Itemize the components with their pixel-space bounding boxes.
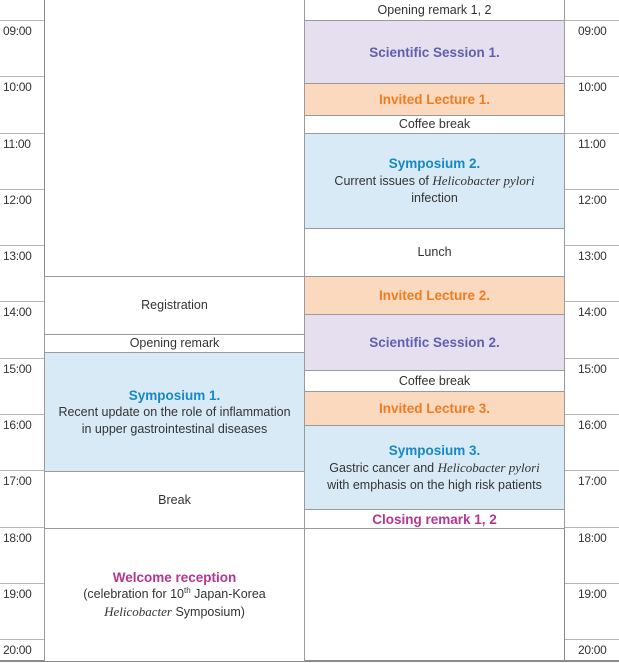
scientific-session-1-title: Scientific Session 1. bbox=[369, 44, 500, 60]
coffee-break-1-label: Coffee break bbox=[398, 117, 471, 131]
time-label-right: 09:00 bbox=[578, 24, 607, 38]
time-label-left: 13:00 bbox=[3, 249, 32, 263]
invited-lecture-2-block bbox=[304, 276, 565, 315]
invited-lecture-2-title: Invited Lecture 2. bbox=[378, 288, 491, 303]
time-label-right: 17:00 bbox=[578, 474, 607, 488]
coffee-break-1-block bbox=[304, 115, 565, 134]
hour-tick-line bbox=[565, 414, 619, 415]
time-label-left: 19:00 bbox=[3, 587, 32, 601]
symposium-2-desc-line1: Current issues of Helicobacter pylori bbox=[334, 173, 535, 188]
hour-tick-line bbox=[0, 76, 44, 77]
opening-remark-1-2-block bbox=[304, 0, 565, 21]
scientific-session-2-block bbox=[304, 314, 565, 371]
coffee-break-2-block bbox=[304, 370, 565, 392]
hour-tick-line bbox=[565, 301, 619, 302]
hour-tick-line bbox=[0, 20, 44, 21]
hour-tick-line bbox=[565, 358, 619, 359]
time-label-right: 14:00 bbox=[578, 305, 607, 319]
registration-label: Registration bbox=[141, 298, 208, 312]
time-label-right: 11:00 bbox=[578, 137, 606, 151]
symposium-1-title: Symposium 1. bbox=[128, 387, 221, 403]
time-label-left: 10:00 bbox=[3, 80, 32, 94]
time-label-right: 12:00 bbox=[578, 193, 607, 207]
time-label-right: 16:00 bbox=[578, 418, 607, 432]
time-label-left: 12:00 bbox=[3, 193, 32, 207]
hour-tick-line bbox=[565, 639, 619, 640]
hour-tick-line bbox=[0, 470, 44, 471]
lunch-label: Lunch bbox=[417, 245, 452, 259]
invited-lecture-1-title: Invited Lecture 1. bbox=[378, 92, 491, 107]
symposium-2-block bbox=[304, 133, 565, 229]
time-label-left: 16:00 bbox=[3, 418, 32, 432]
welcome-reception-line2: Helicobacter Symposium) bbox=[104, 604, 245, 619]
time-label-left: 11:00 bbox=[3, 137, 31, 151]
registration-block bbox=[44, 276, 305, 335]
time-label-left: 15:00 bbox=[3, 362, 32, 376]
welcome-reception-line1: (celebration for 10th Japan-Korea bbox=[83, 585, 266, 601]
symposium-2-title: Symposium 2. bbox=[388, 156, 481, 171]
closing-remark-label: Closing remark 1, 2 bbox=[372, 511, 497, 527]
coffee-break-2-label: Coffee break bbox=[398, 373, 471, 388]
hour-tick-line bbox=[565, 20, 619, 21]
symposium-1-desc-line2: in upper gastrointestinal diseases bbox=[81, 421, 268, 436]
symposium-3-desc-line2: with emphasis on the high risk patients bbox=[327, 477, 542, 492]
time-label-right: 20:00 bbox=[578, 643, 607, 657]
hour-tick-line bbox=[565, 133, 619, 134]
welcome-reception-title: Welcome reception bbox=[112, 570, 237, 585]
hour-tick-line bbox=[565, 245, 619, 246]
time-label-right: 15:00 bbox=[578, 362, 607, 376]
symposium-1-desc-line1: Recent update on the role of inflammation bbox=[58, 404, 291, 419]
time-label-left: 17:00 bbox=[3, 474, 32, 488]
hour-tick-line bbox=[0, 414, 44, 415]
hour-tick-line bbox=[565, 76, 619, 77]
opening-remark-label: Opening remark bbox=[129, 336, 220, 350]
time-label-right: 13:00 bbox=[578, 249, 607, 263]
time-label-left: 20:00 bbox=[3, 643, 32, 657]
symposium-1-block bbox=[44, 352, 305, 472]
lunch-block bbox=[304, 228, 565, 277]
opening-remark-block bbox=[44, 334, 305, 353]
symposium-3-title: Symposium 3. bbox=[388, 442, 481, 458]
hour-tick-line bbox=[0, 133, 44, 134]
scientific-session-1-block bbox=[304, 20, 565, 84]
time-label-right: 18:00 bbox=[578, 531, 607, 545]
opening-remark-1-2-label: Opening remark 1, 2 bbox=[377, 2, 492, 17]
hour-tick-line bbox=[0, 639, 44, 640]
hour-tick-line bbox=[0, 527, 44, 528]
time-label-right: 19:00 bbox=[578, 587, 607, 601]
hour-tick-line bbox=[0, 245, 44, 246]
time-label-right: 10:00 bbox=[578, 80, 607, 94]
hour-tick-line bbox=[0, 189, 44, 190]
invited-lecture-3-block bbox=[304, 391, 565, 426]
hour-tick-line bbox=[565, 470, 619, 471]
symposium-3-block bbox=[304, 425, 565, 510]
closing-remark-block bbox=[304, 509, 565, 529]
time-label-left: 14:00 bbox=[3, 305, 32, 319]
hour-tick-line bbox=[0, 358, 44, 359]
time-label-left: 09:00 bbox=[3, 24, 32, 38]
invited-lecture-3-title: Invited Lecture 3. bbox=[378, 401, 491, 416]
hour-tick-line bbox=[0, 583, 44, 584]
hour-tick-line bbox=[565, 583, 619, 584]
hour-tick-line bbox=[565, 189, 619, 190]
invited-lecture-1-block bbox=[304, 83, 565, 116]
hour-tick-line bbox=[565, 527, 619, 528]
break-label: Break bbox=[158, 492, 191, 507]
break-block bbox=[44, 471, 305, 529]
symposium-2-desc-line2: infection bbox=[411, 191, 458, 205]
welcome-reception-block bbox=[44, 528, 305, 661]
scientific-session-2-title: Scientific Session 2. bbox=[369, 335, 500, 350]
symposium-3-desc-line1: Gastric cancer and Helicobacter pylori bbox=[329, 459, 540, 475]
time-label-left: 18:00 bbox=[3, 531, 32, 545]
hour-tick-line bbox=[0, 301, 44, 302]
